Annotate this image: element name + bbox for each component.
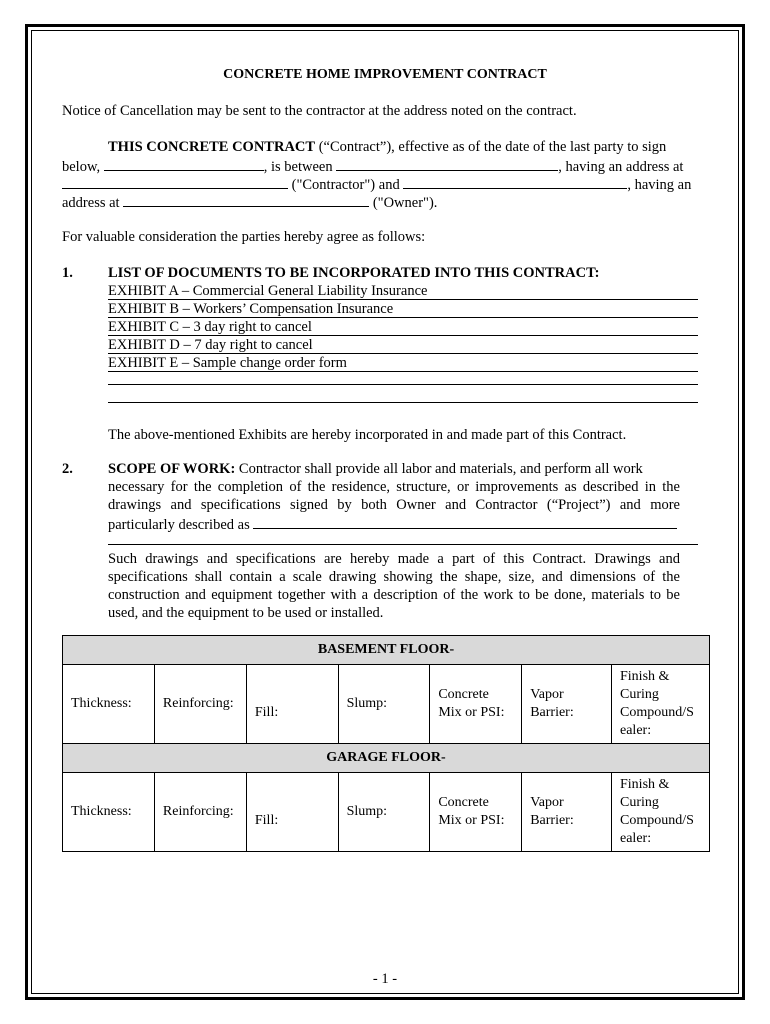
- intro-line-3: [62, 174, 691, 194]
- intro-line-1: [108, 138, 666, 156]
- exhibit-a: EXHIBIT A – Commercial General Liability Insurance: [108, 282, 698, 300]
- floors-table: [62, 635, 710, 852]
- basement-concrete-mix[interactable]: [430, 665, 522, 744]
- intro-below: below,: [62, 159, 101, 175]
- consideration-text: For valuable consideration the parties hereby agree as follows:: [62, 229, 426, 245]
- basement-floor-header: BASEMENT FLOOR-: [63, 636, 710, 665]
- exhibit-b: EXHIBIT B – Workers’ Compensation Insurance: [108, 300, 698, 318]
- intro-bold-lead: THIS CONCRETE CONTRACT: [108, 139, 316, 155]
- garage-thickness[interactable]: Thickness:: [63, 773, 155, 852]
- garage-vapor-barrier[interactable]: [522, 773, 612, 852]
- contractor-address-blank[interactable]: [62, 174, 288, 189]
- scope-line-2: necessary for the completion of the residence, structure, or improvements as described in the: [108, 479, 680, 495]
- exhibit-c: EXHIBIT C – 3 day right to cancel: [108, 318, 698, 336]
- scope-line-4: [108, 514, 677, 534]
- intro-line-4: [62, 192, 437, 212]
- drawings-line-3: construction and equipment together with a description of the work to be done, materials to be: [108, 587, 680, 603]
- owner-name-blank[interactable]: [403, 174, 627, 189]
- intro-line1-rest: (“Contract”), effective as of the date of the last party to sign: [315, 139, 667, 155]
- document-title: CONCRETE HOME IMPROVEMENT CONTRACT: [223, 67, 547, 82]
- scope-line-3: drawings and specifications signed by both Owner and Contractor (“Project”) and more: [108, 497, 680, 513]
- contractor-name-blank[interactable]: [336, 156, 558, 171]
- drawings-line-2: specifications shall contain a scale drawing showing the shape, size, and dimensions of the: [108, 569, 680, 585]
- scope-blank-line[interactable]: [108, 544, 698, 545]
- finish-line-1: Finish &: [620, 669, 670, 684]
- vapor-line-1: Vapor: [530, 795, 564, 810]
- intro-having-address: , having an address at: [558, 159, 684, 175]
- vapor-line-2: Barrier:: [530, 705, 574, 720]
- drawings-line-1: Such drawings and specifications are hereby made a part of this Contract. Drawings and: [108, 551, 680, 567]
- effective-date-blank[interactable]: [104, 156, 264, 171]
- intro-owner: ("Owner").: [372, 195, 438, 211]
- finish-line-4: ealer:: [620, 831, 652, 846]
- garage-floor-row: [63, 773, 710, 852]
- basement-reinforcing[interactable]: Reinforcing:: [154, 665, 246, 744]
- scope-heading: SCOPE OF WORK:: [108, 461, 236, 477]
- drawings-line-4: used, and the equipment to be used or installed.: [108, 605, 384, 621]
- finish-line-1: Finish &: [620, 777, 670, 792]
- garage-concrete-mix[interactable]: [430, 773, 522, 852]
- exhibit-d: EXHIBIT D – 7 day right to cancel: [108, 336, 698, 354]
- garage-finish-curing[interactable]: [612, 773, 710, 852]
- finish-line-3: Compound/S: [620, 813, 694, 828]
- finish-line-2: Curing: [620, 687, 659, 702]
- scope-line-1: [108, 460, 643, 478]
- concrete-line-1: Concrete: [438, 795, 489, 810]
- intro-having-an: , having an: [627, 177, 692, 193]
- vapor-line-2: Barrier:: [530, 813, 574, 828]
- garage-slump[interactable]: Slump:: [338, 773, 430, 852]
- finish-line-2: Curing: [620, 795, 659, 810]
- basement-finish-curing[interactable]: [612, 665, 710, 744]
- scope-description-blank[interactable]: [253, 514, 677, 529]
- owner-address-blank[interactable]: [123, 192, 369, 207]
- notice-text: Notice of Cancellation may be sent to the contractor at the address noted on the contract.: [62, 103, 577, 119]
- section-1-number: 1.: [62, 265, 73, 281]
- concrete-line-1: Concrete: [438, 687, 489, 702]
- garage-reinforcing[interactable]: Reinforcing:: [154, 773, 246, 852]
- exhibit-blank-line-1[interactable]: [108, 384, 698, 385]
- scope-line1-rest: Contractor shall provide all labor and materials, and perform all work: [235, 461, 643, 477]
- finish-line-4: ealer:: [620, 723, 652, 738]
- garage-floor-header: GARAGE FLOOR-: [63, 744, 710, 773]
- garage-fill[interactable]: [246, 773, 338, 852]
- concrete-line-2: Mix or PSI:: [438, 813, 505, 828]
- basement-floor-row: [63, 665, 710, 744]
- intro-address-at: address at: [62, 195, 120, 211]
- page-number: - 1 -: [372, 971, 398, 987]
- exhibit-e: EXHIBIT E – Sample change order form: [108, 354, 698, 372]
- basement-thickness[interactable]: Thickness:: [63, 665, 155, 744]
- intro-contractor-and: ("Contractor") and: [291, 177, 400, 193]
- basement-fill-label: Fill:: [254, 705, 279, 720]
- exhibit-blank-line-2[interactable]: [108, 402, 698, 403]
- section-1-heading: LIST OF DOCUMENTS TO BE INCORPORATED INTO THIS CONTRACT:: [108, 265, 600, 281]
- vapor-line-1: Vapor: [530, 687, 564, 702]
- basement-slump[interactable]: Slump:: [338, 665, 430, 744]
- basement-vapor-barrier[interactable]: [522, 665, 612, 744]
- exhibits-closing: The above-mentioned Exhibits are hereby incorporated in and made part of this Contract.: [108, 427, 627, 443]
- scope-described-as: particularly described as: [108, 517, 250, 533]
- concrete-line-2: Mix or PSI:: [438, 705, 505, 720]
- basement-fill[interactable]: [246, 665, 338, 744]
- section-2-number: 2.: [62, 461, 73, 477]
- garage-fill-label: Fill:: [254, 813, 279, 828]
- intro-is-between: , is between: [263, 159, 333, 175]
- finish-line-3: Compound/S: [620, 705, 694, 720]
- intro-line-2: [62, 156, 683, 176]
